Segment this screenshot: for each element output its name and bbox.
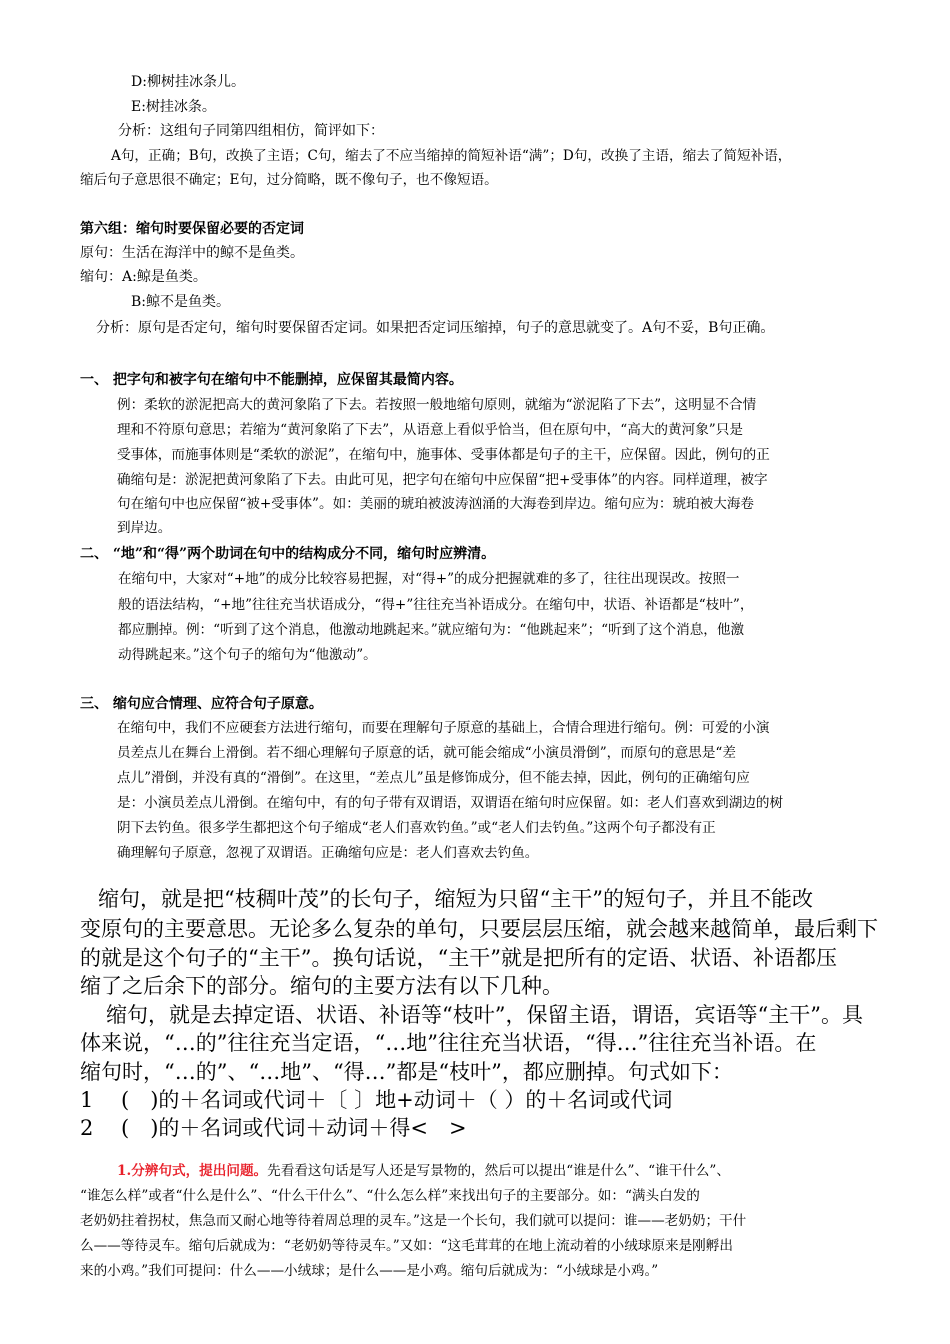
section3-line: 员差点儿在舞台上滑倒。若不细心理解句子原意的话，就可能会缩成“小演员滑倒”，而原句的意思是“差 [117, 745, 736, 761]
section3-line: 点儿”滑倒，并没有真的“滑倒”。在这里，“差点儿”虽是修饰成分，但不能去掉，因此，例句的正确缩句应 [117, 770, 750, 786]
option-d: D:柳树挂冰条儿。 [131, 74, 245, 90]
large-paragraph-line: 体来说，“…的”往往充当定语，“…地”往往充当状语，“得…”往往充当补语。在 [80, 1031, 817, 1055]
section1-line: 到岸边。 [117, 520, 172, 536]
large-paragraph-line: 的就是这个句子的“主干”。换句话说，“主干”就是把所有的定语、状语、补语都压 [80, 946, 837, 970]
section2-line: 般的语法结构，“+地”往往充当状语成分，“得+”往往充当补语成分。在缩句中，状语、补语都是“枝叶”， [118, 597, 754, 613]
section2-line: 动得跳起来。”这个句子的缩句为“他激动”。 [118, 647, 377, 663]
bottom-title: 1.分辨句式，提出问题。 [117, 1163, 268, 1179]
bottom-first-line [117, 1161, 730, 1181]
section2-line: 都应删掉。例：“听到了这个消息，他激动地跳起来。”就应缩句为：“他跳起来”；“听到了这个消息，他激 [118, 622, 745, 638]
bottom-line: 么——等待灵车。缩句后就成为：“老奶奶等待灵车。”又如：“这毛茸茸的在地上流动着的小绒球原来是刚孵出 [80, 1238, 733, 1254]
original-sentence: 原句：生活在海洋中的鲸不是鱼类。 [80, 245, 304, 261]
bottom-line: 先看看这句话是写人还是写景物的，然后可以提出“谁是什么”、“谁干什么”、 [267, 1163, 730, 1179]
section3-line: 确理解句子原意，忽视了双谓语。正确缩句应是：老人们喜欢去钓鱼。 [117, 845, 539, 861]
bottom-line: 老奶奶拄着拐杖，焦急而又耐心地等待着周总理的灵车。”这是一个长句，我们就可以提问：谁——老奶奶；干什 [80, 1213, 747, 1229]
analysis-label: 分析：这组句子同第四组相仿，简评如下： [118, 123, 384, 139]
section2-line: 在缩句中，大家对“+地”的成分比较容易把握，对“得+”的成分把握就难的多了，往往出现误改。按照一 [118, 571, 740, 587]
section1-line: 受事体，而施事体则是“柔软的淤泥”，在缩句中，施事体、受事体都是句子的主干，应保留。因此，例句的正 [117, 447, 770, 463]
section2-title: 二、 “地”和“得”两个助词在句中的结构成分不同，缩句时应辨清。 [80, 546, 496, 562]
section1-line: 确缩句是：淤泥把黄河象陷了下去。由此可见，把字句在缩句中应保留“把+受事体”的内容。同样道理，被字 [117, 472, 768, 488]
large-paragraph-line: 缩句时，“…的”、“…地”、“得…”都是“枝叶”，都应删掉。句式如下： [80, 1060, 733, 1084]
section1-line: 例：柔软的淤泥把高大的黄河象陷了下去。若按照一般地缩句原则，就缩为“淤泥陷了下去”，这明显不合情 [117, 397, 757, 413]
large-paragraph-line: 缩了之后余下的部分。缩句的主要方法有以下几种。 [80, 974, 563, 998]
section3-line: 阴下去钓鱼。很多学生都把这个句子缩成“老人们喜欢钓鱼。”或“老人们去钓鱼。”这两个句子都没有正 [117, 820, 716, 836]
group6-title: 第六组：缩句时要保留必要的否定词 [80, 221, 304, 237]
section1-line: 理和不符原句意思；若缩为“黄河象陷了下去”，从语意上看似乎恰当，但在原句中，“高大的黄河象”只是 [117, 422, 743, 438]
shrink-b: B:鲸不是鱼类。 [131, 294, 231, 310]
section3-title: 三、 缩句应合情理、应符合句子原意。 [80, 696, 323, 712]
section3-line: 是：小演员差点儿滑倒。在缩句中，有的句子带有双谓语，双谓语在缩句时应保留。如：老人们喜欢到湖边的树 [117, 795, 784, 811]
group6-analysis: 分析：原句是否定句，缩句时要保留否定词。如果把否定词压缩掉，句子的意思就变了。A句不妥，B句正确。 [96, 320, 775, 336]
large-paragraph-line: 缩句，就是把“枝稠叶茂”的长句子，缩短为只留“主干”的短句子，并且不能改 [98, 887, 813, 911]
section1-title: 一、 把字句和被字句在缩句中不能删掉，应保留其最简内容。 [80, 372, 463, 388]
formula-line: 2 ( )的＋名词或代词＋动词＋得< > [80, 1116, 467, 1140]
analysis-line: A句，正确；B句，改换了主语；C句，缩去了不应当缩掉的简短补语“满”；D句，改换了主语，缩去了简短补语， [111, 148, 792, 164]
analysis-line: 缩后句子意思很不确定；E句，过分简略，既不像句子，也不像短语。 [80, 172, 498, 188]
section3-line: 在缩句中，我们不应硬套方法进行缩句，而要在理解句子原意的基础上，合情合理进行缩句。例：可爱的小演 [117, 720, 770, 736]
large-paragraph-line: 变原句的主要意思。无论多么复杂的单句，只要层层压缩，就会越来越简单，最后剩下 [80, 917, 878, 941]
large-paragraph-line: 缩句，就是去掉定语、状语、补语等“枝叶”，保留主语，谓语，宾语等“主干”。具 [106, 1003, 863, 1027]
shrink-a: 缩句：A:鲸是鱼类。 [80, 269, 207, 285]
formula-line: 1 ( )的＋名词或代词＋〔 〕地+动词＋（ ）的＋名词或代词 [80, 1088, 673, 1112]
bottom-line: “谁怎么样”或者“什么是什么”、“什么干什么”、“什么怎么样”来找出句子的主要部分。如：“满头白发的 [80, 1188, 700, 1204]
section1-line: 句在缩句中也应保留“被+受事体”。如：美丽的琥珀被波涛汹涌的大海卷到岸边。缩句应为：琥珀被大海卷 [117, 496, 755, 512]
bottom-line: 来的小鸡。”我们可提问：什么——小绒球；是什么——是小鸡。缩句后就成为：“小绒球是小鸡。” [80, 1263, 659, 1279]
option-e: E:树挂冰条。 [131, 99, 216, 115]
